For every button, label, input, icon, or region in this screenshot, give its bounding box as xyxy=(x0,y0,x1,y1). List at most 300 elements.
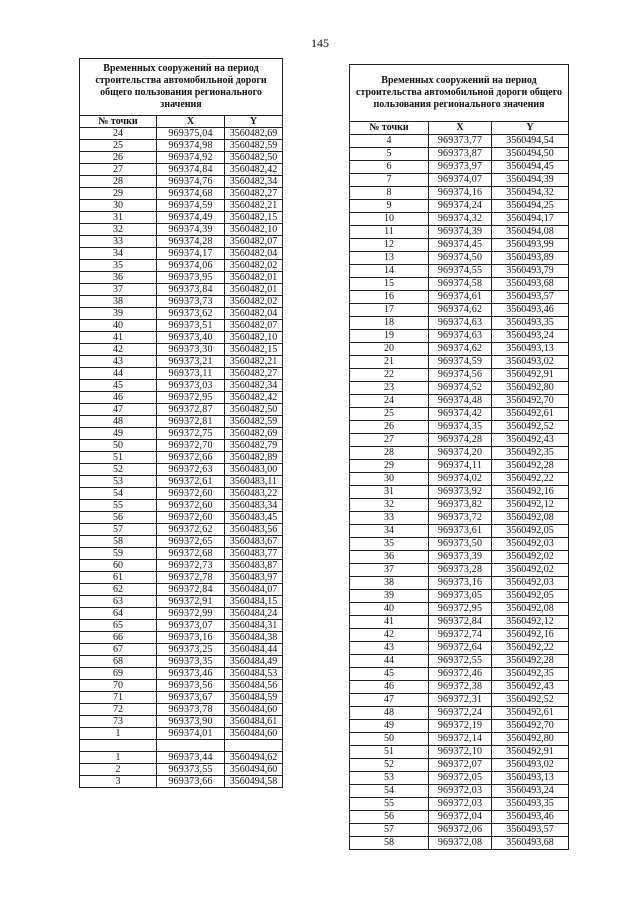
point-number-cell: 47 xyxy=(80,404,157,416)
y-coordinate-cell: 3560493,13 xyxy=(492,772,569,785)
table-row xyxy=(80,176,283,188)
point-number-cell: 37 xyxy=(350,564,429,577)
x-coordinate-cell: 969373,84 xyxy=(157,284,225,296)
y-coordinate-cell: 3560484,53 xyxy=(225,668,283,680)
point-number-cell: 32 xyxy=(350,499,429,512)
y-coordinate-cell: 3560482,42 xyxy=(225,164,283,176)
x-coordinate-cell: 969374,50 xyxy=(429,252,492,265)
point-number-cell: 61 xyxy=(80,572,157,584)
y-coordinate-cell: 3560484,15 xyxy=(225,596,283,608)
table-row xyxy=(80,344,283,356)
table-row xyxy=(80,704,283,716)
table-row xyxy=(80,764,283,776)
point-number-cell: 17 xyxy=(350,304,429,317)
y-coordinate-cell: 3560492,35 xyxy=(492,668,569,681)
table-row xyxy=(350,655,569,668)
table-row xyxy=(350,304,569,317)
y-coordinate-cell: 3560484,44 xyxy=(225,644,283,656)
y-coordinate-cell: 3560484,31 xyxy=(225,620,283,632)
x-coordinate-cell: 969374,24 xyxy=(429,200,492,213)
x-coordinate-cell: 969372,75 xyxy=(157,428,225,440)
y-coordinate-cell: 3560492,22 xyxy=(492,473,569,486)
table-row xyxy=(80,680,283,692)
table-row xyxy=(350,824,569,837)
x-coordinate-cell: 969372,55 xyxy=(429,655,492,668)
y-coordinate-cell: 3560482,34 xyxy=(225,176,283,188)
y-coordinate-cell: 3560492,28 xyxy=(492,460,569,473)
point-number-cell: 30 xyxy=(80,200,157,212)
x-coordinate-cell: 969374,45 xyxy=(429,239,492,252)
table-row xyxy=(350,213,569,226)
x-coordinate-cell: 969374,16 xyxy=(429,187,492,200)
table-row xyxy=(350,564,569,577)
table-row xyxy=(80,644,283,656)
y-coordinate-cell: 3560482,50 xyxy=(225,404,283,416)
x-coordinate-cell: 969373,72 xyxy=(429,512,492,525)
x-coordinate-cell: 969373,39 xyxy=(429,551,492,564)
point-number-cell: 3 xyxy=(80,776,157,788)
table-row xyxy=(350,382,569,395)
point-number-cell: 29 xyxy=(80,188,157,200)
y-coordinate-cell: 3560494,39 xyxy=(492,174,569,187)
x-coordinate-cell: 969373,90 xyxy=(157,716,225,728)
point-number-cell: 56 xyxy=(350,811,429,824)
y-coordinate-cell: 3560493,57 xyxy=(492,291,569,304)
y-coordinate-cell: 3560493,79 xyxy=(492,265,569,278)
x-coordinate-cell: 969375,04 xyxy=(157,128,225,140)
table-row xyxy=(350,187,569,200)
x-coordinate-cell: 969374,28 xyxy=(157,236,225,248)
y-coordinate-cell: 3560482,27 xyxy=(225,188,283,200)
point-number-cell: 2 xyxy=(80,764,157,776)
y-coordinate-cell: 3560492,12 xyxy=(492,499,569,512)
point-number-cell: 42 xyxy=(350,629,429,642)
table-row xyxy=(350,642,569,655)
y-coordinate-cell: 3560492,61 xyxy=(492,707,569,720)
x-coordinate-cell: 969372,07 xyxy=(429,759,492,772)
table-title: Временных сооружений на период строительства автомобильной дороги общего пользования регионального значения xyxy=(350,65,569,122)
point-number-cell: 48 xyxy=(80,416,157,428)
x-coordinate-cell: 969374,76 xyxy=(157,176,225,188)
table-row xyxy=(80,188,283,200)
point-number-cell: 10 xyxy=(350,213,429,226)
y-coordinate-cell: 3560492,80 xyxy=(492,382,569,395)
point-number-cell: 26 xyxy=(350,421,429,434)
x-coordinate-cell: 969372,62 xyxy=(157,524,225,536)
x-coordinate-cell: 969374,02 xyxy=(429,473,492,486)
x-coordinate-cell: 969372,03 xyxy=(429,785,492,798)
y-coordinate-cell: 3560482,42 xyxy=(225,392,283,404)
y-coordinate-cell: 3560492,03 xyxy=(492,577,569,590)
table-row xyxy=(350,486,569,499)
point-number-cell: 68 xyxy=(80,656,157,668)
point-number-cell: 57 xyxy=(80,524,157,536)
table-row xyxy=(80,476,283,488)
table-row xyxy=(80,320,283,332)
point-number-cell: 34 xyxy=(350,525,429,538)
y-coordinate-cell: 3560483,45 xyxy=(225,512,283,524)
y-coordinate-cell: 3560494,60 xyxy=(225,764,283,776)
table-row xyxy=(80,164,283,176)
table-row xyxy=(80,380,283,392)
table-row xyxy=(350,369,569,382)
x-coordinate-cell: 969374,63 xyxy=(429,317,492,330)
table-row xyxy=(350,473,569,486)
table-row xyxy=(80,584,283,596)
point-number-cell: 25 xyxy=(80,140,157,152)
table-row xyxy=(350,746,569,759)
x-coordinate-cell: 969372,60 xyxy=(157,500,225,512)
table-row xyxy=(80,416,283,428)
point-number-cell: 12 xyxy=(350,239,429,252)
y-coordinate-cell: 3560484,60 xyxy=(225,704,283,716)
x-coordinate-cell: 969373,95 xyxy=(157,272,225,284)
table-row xyxy=(350,629,569,642)
table-row xyxy=(80,500,283,512)
x-coordinate-cell: 969373,51 xyxy=(157,320,225,332)
table-row xyxy=(350,798,569,811)
y-coordinate-cell: 3560493,35 xyxy=(492,317,569,330)
x-coordinate-cell: 969373,77 xyxy=(429,135,492,148)
y-coordinate-cell: 3560493,46 xyxy=(492,811,569,824)
table-row xyxy=(80,452,283,464)
y-coordinate-cell: 3560483,67 xyxy=(225,536,283,548)
point-number-cell: 18 xyxy=(350,317,429,330)
point-number-cell: 36 xyxy=(350,551,429,564)
x-coordinate-cell: 969372,65 xyxy=(157,536,225,548)
point-number-cell: 39 xyxy=(350,590,429,603)
point-number-cell: 26 xyxy=(80,152,157,164)
point-number-cell: 14 xyxy=(350,265,429,278)
x-coordinate-cell: 969372,84 xyxy=(157,584,225,596)
table-row xyxy=(80,212,283,224)
point-number-cell: 55 xyxy=(80,500,157,512)
point-number-cell: 33 xyxy=(350,512,429,525)
x-coordinate-cell: 969372,10 xyxy=(429,746,492,759)
x-coordinate-cell: 969372,46 xyxy=(429,668,492,681)
x-coordinate-cell: 969373,44 xyxy=(157,752,225,764)
table-row xyxy=(80,140,283,152)
point-number-cell: 44 xyxy=(80,368,157,380)
x-coordinate-cell: 969374,42 xyxy=(429,408,492,421)
point-number-cell: 73 xyxy=(80,716,157,728)
point-number-cell: 21 xyxy=(350,356,429,369)
table-row xyxy=(350,434,569,447)
x-coordinate-cell: 969374,55 xyxy=(429,265,492,278)
column-header-y: Y xyxy=(225,116,283,128)
point-number-cell: 24 xyxy=(80,128,157,140)
point-number-cell: 55 xyxy=(350,798,429,811)
table-row xyxy=(350,590,569,603)
x-coordinate-cell: 969374,28 xyxy=(429,434,492,447)
y-coordinate-cell: 3560483,97 xyxy=(225,572,283,584)
point-number-cell: 33 xyxy=(80,236,157,248)
y-coordinate-cell: 3560492,16 xyxy=(492,486,569,499)
y-coordinate-cell: 3560482,89 xyxy=(225,452,283,464)
table-row xyxy=(80,596,283,608)
x-coordinate-cell: 969372,60 xyxy=(157,512,225,524)
point-number-cell: 63 xyxy=(80,596,157,608)
x-coordinate-cell: 969372,91 xyxy=(157,596,225,608)
point-number-cell: 59 xyxy=(80,548,157,560)
point-number-cell: 23 xyxy=(350,382,429,395)
point-number-cell: 50 xyxy=(350,733,429,746)
table-row xyxy=(80,632,283,644)
point-number-cell: 19 xyxy=(350,330,429,343)
x-coordinate-cell: 969373,92 xyxy=(429,486,492,499)
y-coordinate-cell: 3560483,11 xyxy=(225,476,283,488)
point-number-cell: 51 xyxy=(350,746,429,759)
x-coordinate-cell: 969374,52 xyxy=(429,382,492,395)
table-row xyxy=(80,656,283,668)
table-row xyxy=(350,512,569,525)
point-number-cell: 49 xyxy=(80,428,157,440)
point-number-cell: 72 xyxy=(80,704,157,716)
point-number-cell: 65 xyxy=(80,620,157,632)
point-number-cell: 54 xyxy=(350,785,429,798)
table-row xyxy=(350,200,569,213)
point-number-cell: 22 xyxy=(350,369,429,382)
column-header-point: № точки xyxy=(80,116,157,128)
point-number-cell: 52 xyxy=(350,759,429,772)
table-row xyxy=(80,440,283,452)
x-coordinate-cell: 969372,99 xyxy=(157,608,225,620)
point-number-cell: 35 xyxy=(350,538,429,551)
table-row xyxy=(80,260,283,272)
point-number-cell: 57 xyxy=(350,824,429,837)
x-coordinate-cell: 969372,95 xyxy=(157,392,225,404)
x-coordinate-cell: 969374,68 xyxy=(157,188,225,200)
table-row xyxy=(80,524,283,536)
table-body xyxy=(350,135,569,850)
y-coordinate-cell: 3560494,50 xyxy=(492,148,569,161)
table-row xyxy=(350,785,569,798)
point-number-cell: 7 xyxy=(350,174,429,187)
x-coordinate-cell: 969373,25 xyxy=(157,644,225,656)
y-coordinate-cell: 3560482,27 xyxy=(225,368,283,380)
point-number-cell: 46 xyxy=(80,392,157,404)
table-row xyxy=(80,728,283,740)
point-number-cell: 24 xyxy=(350,395,429,408)
column-header-y: Y xyxy=(492,122,569,135)
x-coordinate-cell: 969372,60 xyxy=(157,488,225,500)
y-coordinate-cell: 3560483,77 xyxy=(225,548,283,560)
y-coordinate-cell: 3560484,49 xyxy=(225,656,283,668)
x-coordinate-cell: 969374,98 xyxy=(157,140,225,152)
x-coordinate-cell: 969374,84 xyxy=(157,164,225,176)
x-coordinate-cell: 969374,48 xyxy=(429,395,492,408)
table-row xyxy=(80,536,283,548)
y-coordinate-cell: 3560493,24 xyxy=(492,330,569,343)
x-coordinate-cell: 969373,82 xyxy=(429,499,492,512)
x-coordinate-cell: 969372,31 xyxy=(429,694,492,707)
y-coordinate-cell: 3560484,24 xyxy=(225,608,283,620)
x-coordinate-cell: 969374,32 xyxy=(429,213,492,226)
y-coordinate-cell: 3560482,59 xyxy=(225,416,283,428)
x-coordinate-cell: 969373,28 xyxy=(429,564,492,577)
x-coordinate-cell: 969374,39 xyxy=(429,226,492,239)
y-coordinate-cell: 3560494,58 xyxy=(225,776,283,788)
point-number-cell: 1 xyxy=(80,752,157,764)
point-number-cell: 16 xyxy=(350,291,429,304)
point-number-cell: 5 xyxy=(350,148,429,161)
point-number-cell: 37 xyxy=(80,284,157,296)
y-coordinate-cell: 3560482,21 xyxy=(225,200,283,212)
x-coordinate-cell: 969372,87 xyxy=(157,404,225,416)
y-coordinate-cell: 3560492,02 xyxy=(492,564,569,577)
point-number-cell: 60 xyxy=(80,560,157,572)
point-number-cell: 71 xyxy=(80,692,157,704)
y-coordinate-cell: 3560482,07 xyxy=(225,320,283,332)
point-number-cell: 30 xyxy=(350,473,429,486)
x-coordinate-cell: 969373,05 xyxy=(429,590,492,603)
point-number-cell: 58 xyxy=(80,536,157,548)
point-number-cell: 56 xyxy=(80,512,157,524)
y-coordinate-cell: 3560484,56 xyxy=(225,680,283,692)
y-coordinate-cell: 3560492,61 xyxy=(492,408,569,421)
point-number-cell: 53 xyxy=(350,772,429,785)
table-row xyxy=(80,248,283,260)
x-coordinate-cell: 969374,92 xyxy=(157,152,225,164)
table-row xyxy=(350,837,569,850)
x-coordinate-cell: 969373,11 xyxy=(157,368,225,380)
point-number-cell: 27 xyxy=(80,164,157,176)
table-row xyxy=(350,694,569,707)
point-number-cell: 52 xyxy=(80,464,157,476)
point-number-cell: 28 xyxy=(80,176,157,188)
point-number-cell: 46 xyxy=(350,681,429,694)
table-row xyxy=(80,200,283,212)
x-coordinate-cell: 969372,61 xyxy=(157,476,225,488)
y-coordinate-cell: 3560492,52 xyxy=(492,421,569,434)
y-coordinate-cell: 3560484,59 xyxy=(225,692,283,704)
coordinates-table-right xyxy=(349,64,569,850)
y-coordinate-cell: 3560482,01 xyxy=(225,284,283,296)
table-row xyxy=(80,224,283,236)
y-coordinate-cell: 3560492,80 xyxy=(492,733,569,746)
point-number-cell: 38 xyxy=(350,577,429,590)
y-coordinate-cell: 3560494,32 xyxy=(492,187,569,200)
table-row xyxy=(80,464,283,476)
y-coordinate-cell: 3560494,62 xyxy=(225,752,283,764)
x-coordinate-cell: 969372,06 xyxy=(429,824,492,837)
point-number-cell: 47 xyxy=(350,694,429,707)
y-coordinate-cell: 3560494,45 xyxy=(492,161,569,174)
table-row xyxy=(350,811,569,824)
table-row xyxy=(80,404,283,416)
y-coordinate-cell: 3560492,35 xyxy=(492,447,569,460)
table-row xyxy=(350,759,569,772)
y-coordinate-cell: 3560492,03 xyxy=(492,538,569,551)
table-row xyxy=(350,278,569,291)
table-row xyxy=(350,265,569,278)
y-coordinate-cell: 3560482,69 xyxy=(225,428,283,440)
y-coordinate-cell: 3560494,08 xyxy=(492,226,569,239)
x-coordinate-cell: 969372,63 xyxy=(157,464,225,476)
y-coordinate-cell: 3560494,25 xyxy=(492,200,569,213)
x-coordinate-cell: 969373,97 xyxy=(429,161,492,174)
point-number-cell: 20 xyxy=(350,343,429,356)
point-number-cell: 40 xyxy=(350,603,429,616)
table-row xyxy=(350,460,569,473)
table-row xyxy=(80,356,283,368)
y-coordinate-cell: 3560482,10 xyxy=(225,224,283,236)
point-number-cell: 45 xyxy=(80,380,157,392)
x-coordinate-cell: 969373,16 xyxy=(157,632,225,644)
y-coordinate-cell: 3560482,50 xyxy=(225,152,283,164)
x-coordinate-cell xyxy=(157,740,225,752)
y-coordinate-cell: 3560484,61 xyxy=(225,716,283,728)
y-coordinate-cell: 3560493,02 xyxy=(492,356,569,369)
y-coordinate-cell: 3560483,87 xyxy=(225,560,283,572)
point-number-cell: 27 xyxy=(350,434,429,447)
point-number-cell: 1 xyxy=(80,728,157,740)
table-body xyxy=(80,128,283,788)
x-coordinate-cell: 969373,50 xyxy=(429,538,492,551)
point-number-cell: 28 xyxy=(350,447,429,460)
y-coordinate-cell: 3560482,01 xyxy=(225,272,283,284)
y-coordinate-cell: 3560492,43 xyxy=(492,681,569,694)
x-coordinate-cell: 969374,01 xyxy=(157,728,225,740)
table-row xyxy=(350,421,569,434)
x-coordinate-cell: 969372,05 xyxy=(429,772,492,785)
table-row xyxy=(350,772,569,785)
point-number-cell: 43 xyxy=(350,642,429,655)
x-coordinate-cell: 969373,21 xyxy=(157,356,225,368)
y-coordinate-cell: 3560482,21 xyxy=(225,356,283,368)
table-row xyxy=(80,284,283,296)
y-coordinate-cell: 3560482,04 xyxy=(225,248,283,260)
y-coordinate-cell: 3560493,02 xyxy=(492,759,569,772)
point-number-cell: 32 xyxy=(80,224,157,236)
x-coordinate-cell: 969373,35 xyxy=(157,656,225,668)
y-coordinate-cell: 3560492,05 xyxy=(492,525,569,538)
point-number-cell: 36 xyxy=(80,272,157,284)
table-row xyxy=(350,525,569,538)
x-coordinate-cell: 969372,04 xyxy=(429,811,492,824)
y-coordinate-cell: 3560493,68 xyxy=(492,837,569,850)
table-row xyxy=(80,296,283,308)
point-number-cell: 42 xyxy=(80,344,157,356)
x-coordinate-cell: 969373,78 xyxy=(157,704,225,716)
y-coordinate-cell: 3560482,15 xyxy=(225,344,283,356)
point-number-cell: 43 xyxy=(80,356,157,368)
y-coordinate-cell: 3560492,43 xyxy=(492,434,569,447)
table-row xyxy=(80,548,283,560)
table-row xyxy=(350,252,569,265)
table-row xyxy=(350,616,569,629)
coordinates-table-left xyxy=(79,58,283,788)
x-coordinate-cell: 969374,49 xyxy=(157,212,225,224)
y-coordinate-cell: 3560482,02 xyxy=(225,260,283,272)
table-row xyxy=(350,161,569,174)
table-row xyxy=(80,332,283,344)
point-number-cell: 34 xyxy=(80,248,157,260)
table-row xyxy=(350,330,569,343)
x-coordinate-cell: 969372,08 xyxy=(429,837,492,850)
point-number-cell: 39 xyxy=(80,308,157,320)
table-title: Временных сооружений на период строительства автомобильной дороги общего пользования регионального значения xyxy=(80,59,283,116)
x-coordinate-cell: 969374,17 xyxy=(157,248,225,260)
y-coordinate-cell: 3560483,56 xyxy=(225,524,283,536)
point-number-cell: 41 xyxy=(350,616,429,629)
x-coordinate-cell: 969372,14 xyxy=(429,733,492,746)
x-coordinate-cell: 969373,61 xyxy=(429,525,492,538)
table-row xyxy=(80,152,283,164)
y-coordinate-cell: 3560493,89 xyxy=(492,252,569,265)
point-number-cell: 66 xyxy=(80,632,157,644)
table-row xyxy=(350,603,569,616)
